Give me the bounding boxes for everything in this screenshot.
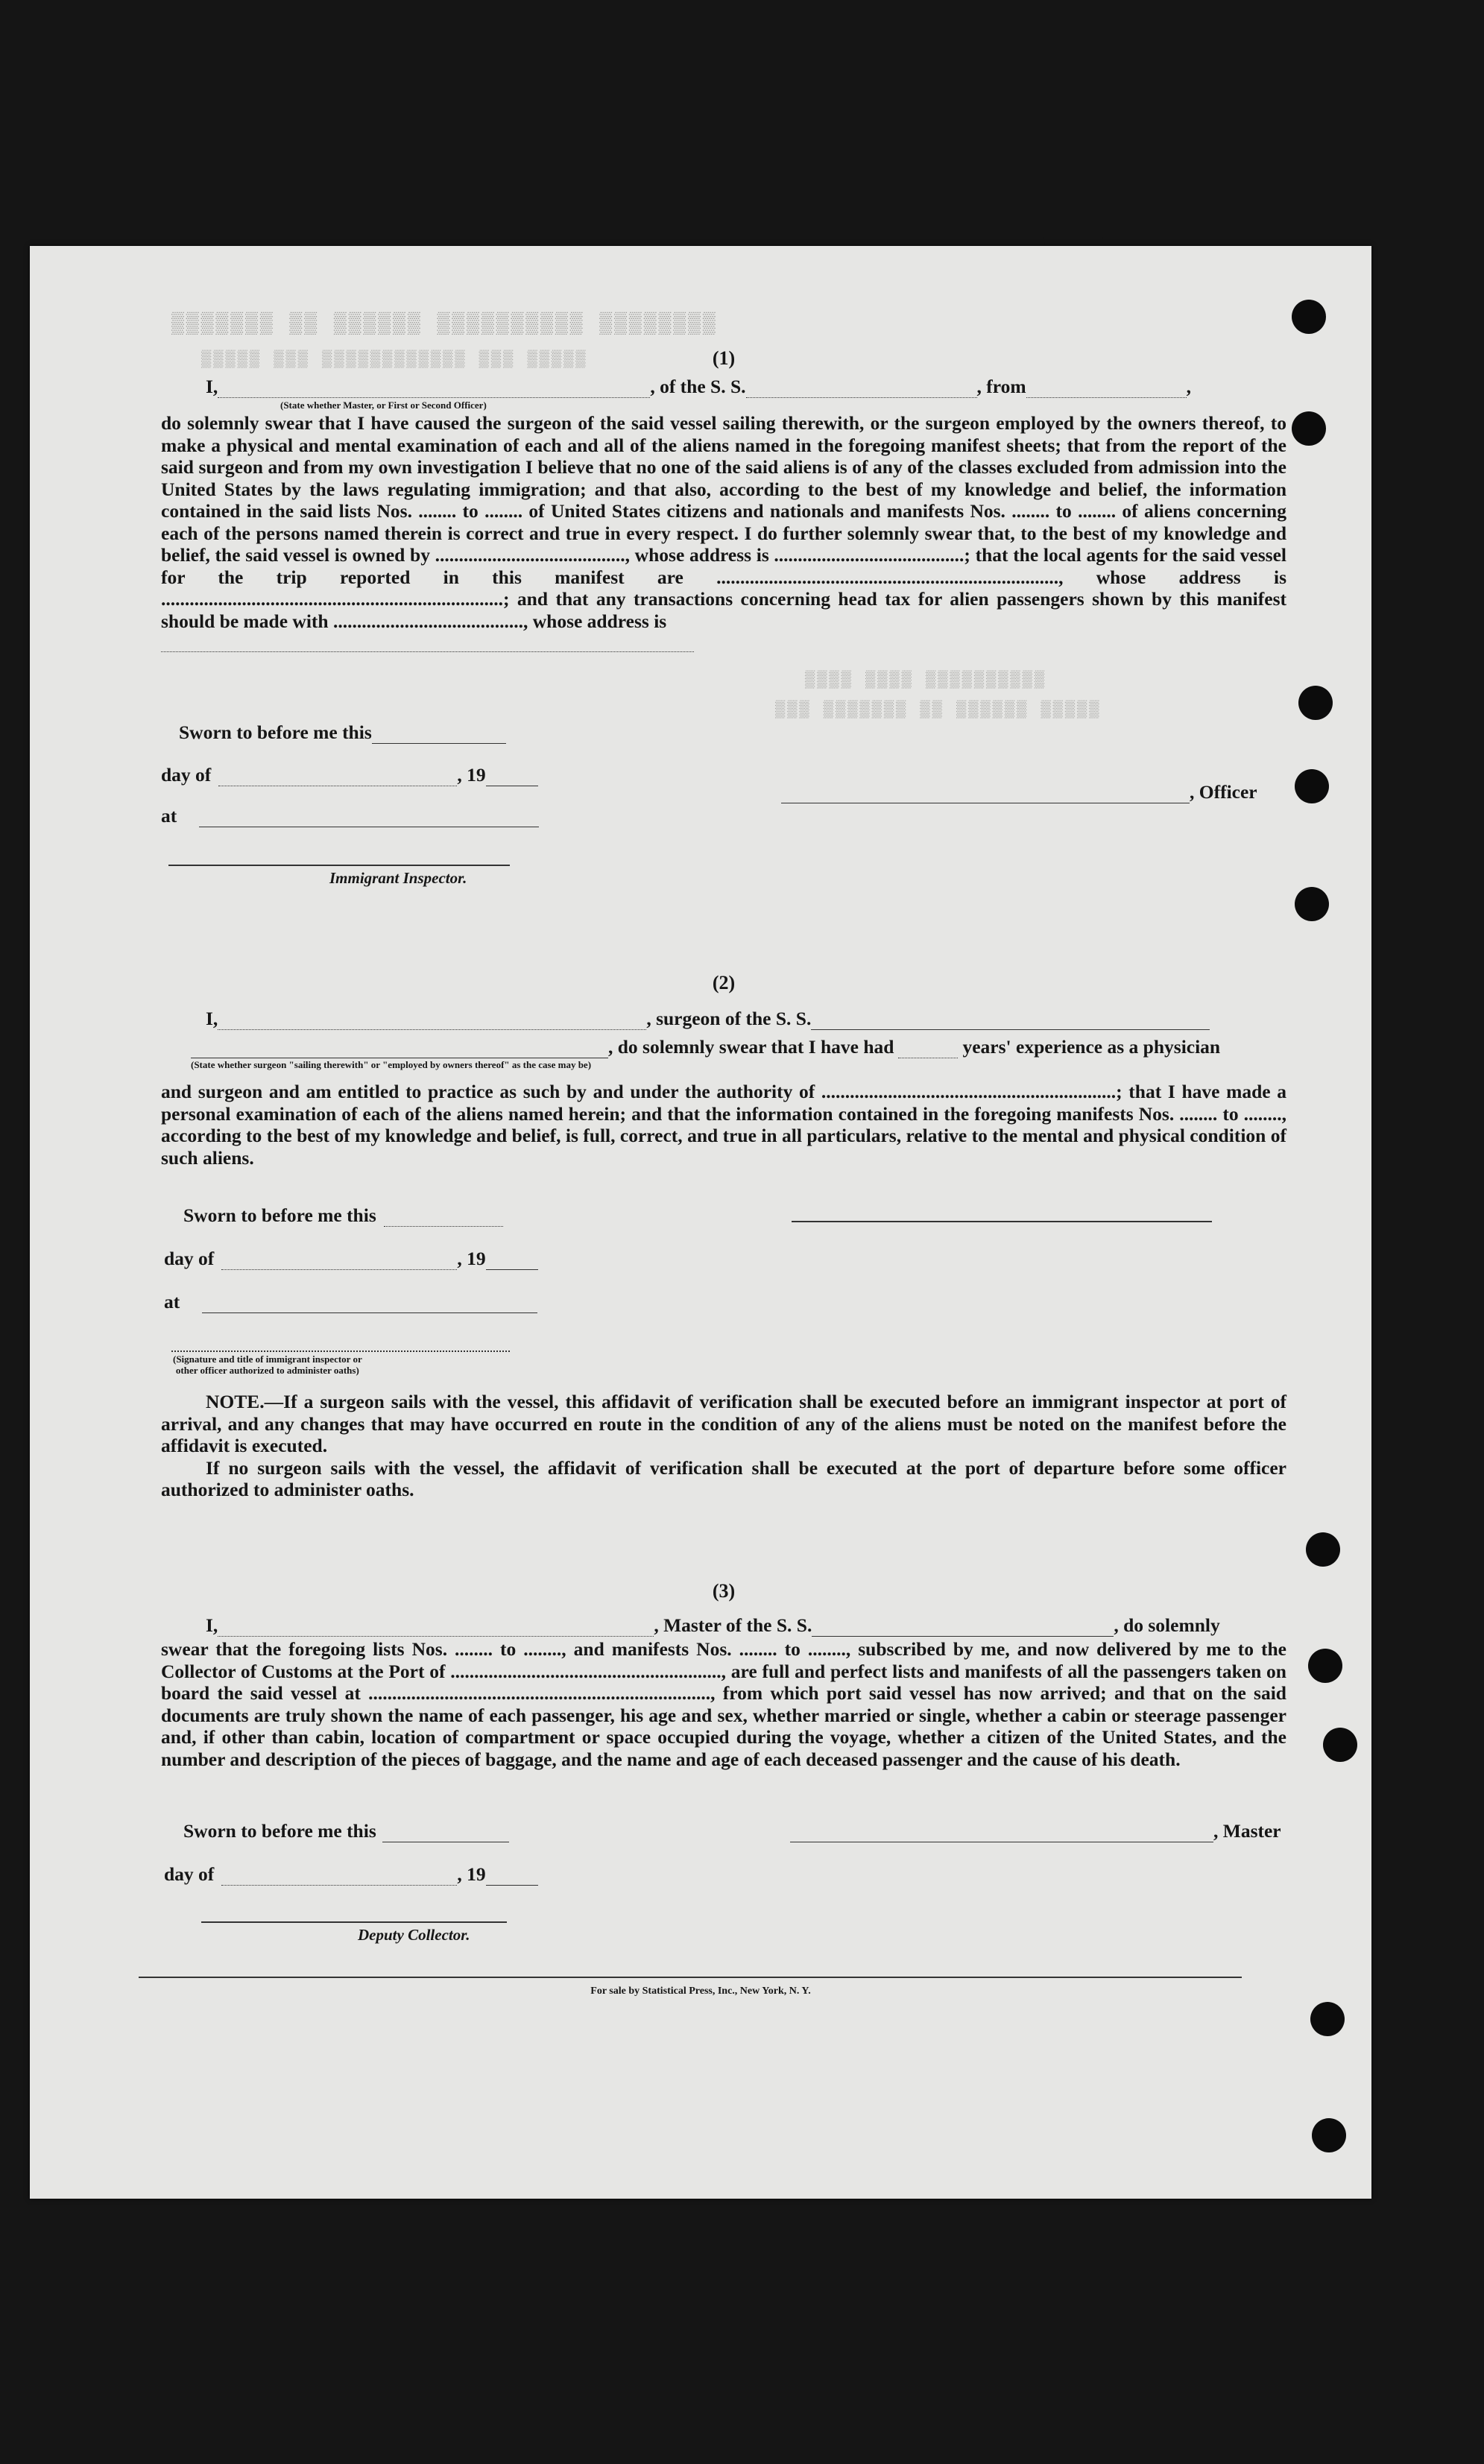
sworn-date-field[interactable] [372, 730, 506, 744]
year-field[interactable] [486, 1256, 538, 1270]
vessel-name-field[interactable] [746, 384, 977, 398]
punch-hole [1306, 1532, 1340, 1567]
section-3 [161, 1580, 1286, 1770]
sworn-line-2: Sworn to before me this [183, 1204, 503, 1227]
surgeon-name-field[interactable] [218, 1016, 646, 1030]
month-field[interactable] [218, 772, 457, 786]
printer-imprint: For sale by Statistical Press, Inc., New York, N. Y. [590, 1986, 811, 1997]
note-1: NOTE.—If a surgeon sails with the vessel, this affidavit of verification shall be executed before an immigrant inspector at port of arrival, and any changes that may have occurred en route in the condition of any of the aliens must be noted on the manifest before the affidavit is executed. [161, 1391, 1286, 1456]
master-line: I, , Master of the S. S. , do solemnly [206, 1614, 1220, 1636]
place-field[interactable] [202, 1299, 537, 1313]
year-field[interactable] [486, 1871, 538, 1886]
section-3-body: swear that the foregoing lists Nos. ........ to ........, and manifests Nos. ........ to ........, subscribed by me, and now delivered by me to the Collector of Customs at the Port of ........................................................., are full and perfect lists and manifests of all the passengers taken on board the said vessel at ........................................................................, from which port said vessel has now arrived; and that on the said documents are truly shown the name of each passenger, his age and sex, whether married or single, whether a cabin or steerage passenger and, if other than cabin, location of compartment or space occupied during the voyage, whether a citizen of the United States, and the number and description of the pieces of baggage, and the name and age of each deceased passenger and the cause of his death. [161, 1638, 1286, 1770]
punch-hole [1292, 411, 1326, 446]
punch-hole [1323, 1728, 1357, 1762]
punch-hole [1312, 2118, 1346, 2152]
day-of-line-2: day of , 19 [164, 1248, 538, 1270]
section-2-body: and surgeon and am entitled to practice as such by and under the authority of ..............................................................; that I have made a personal examination of each of the aliens named herein; and that the information contained in the foregoing manifests Nos. ........ to ........, according to the best of my knowledge and belief, is full, correct, and true in all particulars, relative to the mental and physical condition of such aliens. [161, 1081, 1286, 1169]
inspector-caption: Immigrant Inspector. [329, 869, 467, 887]
master-name-field[interactable] [218, 384, 650, 398]
address-field[interactable] [161, 651, 694, 652]
officer-line: , Officer [781, 781, 1257, 803]
footer-rule [139, 1977, 1242, 1978]
punch-hole [1298, 686, 1333, 720]
from-label: , from [976, 376, 1026, 397]
collector-signature-line [201, 1921, 507, 1923]
punch-hole [1295, 887, 1329, 921]
at-line-2: at [164, 1291, 537, 1313]
surgeon-line: I, , surgeon of the S. S. [161, 1008, 1286, 1030]
at-line-1: at [161, 805, 539, 827]
section-number: (1) [712, 347, 736, 369]
master-line: I, , of the S. S. , from , [206, 376, 1192, 397]
vessel-name-field[interactable] [811, 1016, 1210, 1030]
years-field[interactable] [898, 1044, 958, 1058]
manifest-page [30, 246, 1371, 2199]
punch-hole [1295, 769, 1329, 803]
from-port-field[interactable] [1026, 384, 1187, 398]
bleed-through-text: ▒▒▒▒ ▒▒▒▒ ▒▒▒▒▒▒▒▒▒▒ [805, 671, 1047, 689]
sworn-date-field[interactable] [382, 1828, 509, 1842]
surgeon-status-field[interactable] [191, 1044, 608, 1058]
sworn-line-1: Sworn to before me this [179, 721, 506, 744]
intro-i: I, [206, 376, 218, 397]
section-number: (2) [712, 972, 736, 994]
punch-hole [1310, 2002, 1345, 2036]
section-1-body: do solemnly swear that I have caused the surgeon of the said vessel sailing therewith, or the surgeon employed by the owners thereof, to make a physical and mental examination of each and all of the aliens named in the foregoing manifest sheets; that from the report of the said surgeon and from my own investigation I believe that no one of the said aliens is of any of the classes excluded from admission into the United States by the laws regulating immigration; and that also, according to the best of my knowledge and belief, the information contained in the said lists Nos. ........ to ........ of United States citizens and nationals and manifests Nos. ........ to ........ of aliens concerning each of the persons named therein is correct and true in every respect. I do further solemnly swear that, to the best of my knowledge and belief, the said vessel is owned by ........................................, whose address is ........................................; that the local agents for the said vessel for the trip reported in this manifest are ........................................................................, whose address is ........................................................................; and that any transactions concerning head tax for alien passengers shown by this manifest should be made with ........................................, whose address is [161, 412, 1286, 632]
day-of-line-1: day of , 19 [161, 764, 538, 786]
surgeon-signature-line [792, 1221, 1212, 1222]
section-number: (3) [712, 1580, 736, 1602]
signature-line [171, 1351, 510, 1352]
signature-note: (Signature and title of immigrant inspector or other officer authorized to administer oaths) [173, 1353, 362, 1376]
month-field[interactable] [221, 1871, 457, 1886]
note-block [161, 1391, 1286, 1501]
punch-hole [1292, 300, 1326, 334]
master-note: (State whether Master, or First or Second Officer) [280, 399, 487, 411]
punch-hole [1308, 1649, 1342, 1683]
vessel-name-field[interactable] [812, 1623, 1114, 1637]
year-field[interactable] [486, 772, 538, 786]
surgeon-status-note: (State whether surgeon "sailing therewith" or "employed by owners thereof" as the case may be) [191, 1059, 592, 1070]
note-2: If no surgeon sails with the vessel, the affidavit of verification shall be executed at the port of departure before some officer authorized to administer oaths. [161, 1456, 1286, 1500]
day-of-line-3: day of , 19 [164, 1863, 538, 1886]
section-1 [161, 347, 1286, 656]
collector-caption: Deputy Collector. [358, 1926, 470, 1944]
place-field[interactable] [199, 813, 539, 827]
officer-signature-field[interactable] [781, 789, 1190, 803]
master-signature-field[interactable] [790, 1828, 1213, 1842]
master-signature-line: , Master [790, 1820, 1281, 1842]
bleed-through-text: ▒▒▒ ▒▒▒▒▒▒▒ ▒▒ ▒▒▒▒▒▒ ▒▒▒▒▒ [775, 701, 1102, 719]
inspector-signature-line [168, 865, 510, 866]
sworn-line-3: Sworn to before me this [183, 1820, 509, 1842]
bleed-through-text: ▒▒▒▒▒▒▒ ▒▒ ▒▒▒▒▒▒ ▒▒▒▒▒▒▒▒▒▒ ▒▒▒▒▒▒▒▒ [171, 313, 718, 336]
sworn-date-field[interactable] [384, 1213, 503, 1227]
bleed-through-text: ▒▒▒▒▒ ▒▒▒ ▒▒▒▒▒▒▒▒▒▒▒▒ ▒▒▒ ▒▒▒▒▒ [201, 350, 588, 369]
swear-line: , do solemnly swear that I have had years' experience as a physician [161, 1036, 1286, 1058]
month-field[interactable] [221, 1256, 457, 1270]
of-ss-label: , of the S. S. [650, 376, 746, 397]
master-name-field[interactable] [218, 1623, 654, 1637]
section-2 [161, 972, 1286, 1169]
